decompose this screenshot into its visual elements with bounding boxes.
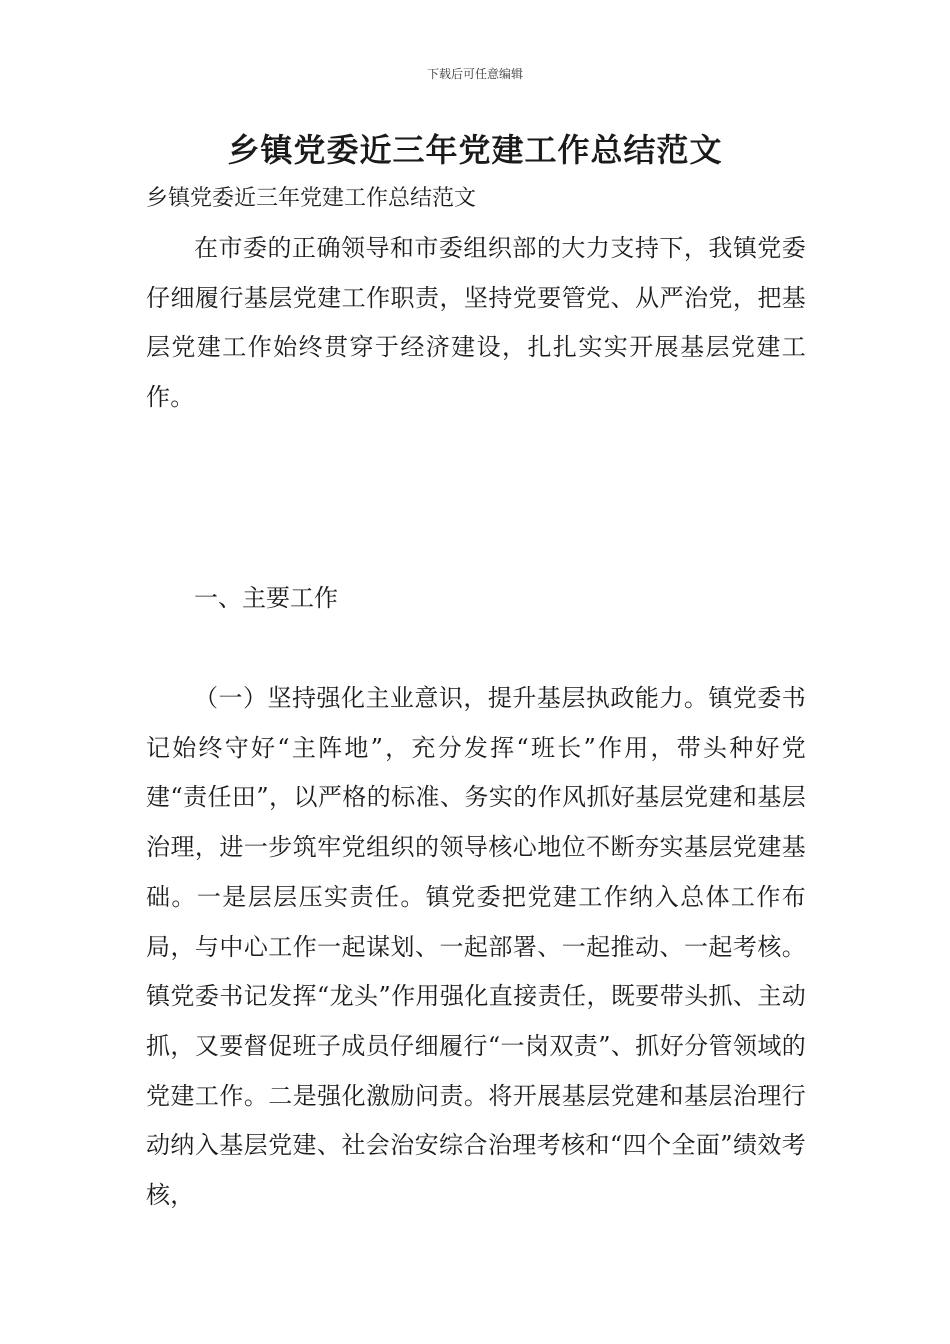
section-heading: 一、主要工作 — [194, 584, 338, 612]
section-paragraph: （一）坚持强化主业意识，提升基层执政能力。镇党委书记始终守好“主阵地”，充分发挥“班长”作用，带头种好党建“责任田”，以严格的标准、务实的作风抓好基层党建和基层治理，进一步筑牢党组织的领导核心地位不断夯实基层党建基础。一是层层压实责任。镇党委把党建工作纳入总体工作布局，与中心工作一起谋划、一起部署、一起推动、一起考核。镇党委书记发挥“龙头”作用强化直接责任，既要带头抓、主动抓，又要督促班子成员仔细履行“一岗双责”、抓好分管领域的党建工作。二是强化激励问责。将开展基层党建和基层治理行动纳入基层党建、社会治安综合治理考核和“四个全面”绩效考核， — [146, 684, 806, 1210]
intro-paragraph: 在市委的正确领导和市委组织部的大力支持下，我镇党委仔细履行基层党建工作职责，坚持党要管党、从严治党，把基层党建工作始终贯穿于经济建设，扎扎实实开展基层党建工作。 — [146, 234, 806, 412]
document-title: 乡镇党委近三年党建工作总结范文 — [227, 131, 723, 169]
header-note: 下载后可任意编辑 — [426, 67, 523, 81]
document-subtitle: 乡镇党委近三年党建工作总结范文 — [146, 186, 477, 211]
